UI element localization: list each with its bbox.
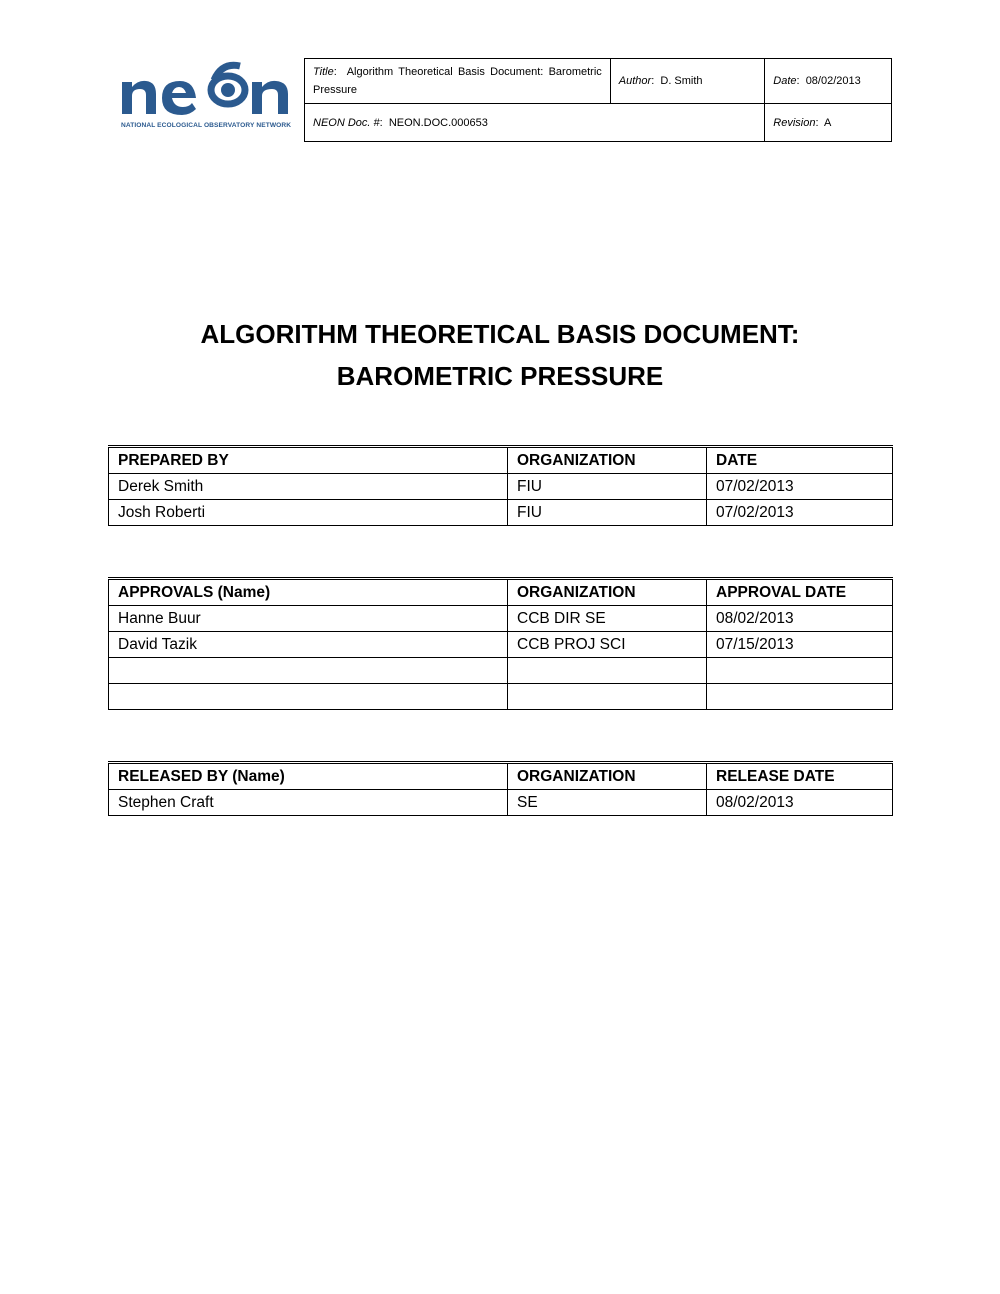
header-cell: RELEASED BY (Name): [109, 763, 508, 790]
header-cell: ORGANIZATION: [508, 579, 707, 606]
name-cell: [109, 658, 508, 684]
doc-number-cell: NEON Doc. #: NEON.DOC.000653: [305, 104, 765, 142]
date-cell: 08/02/2013: [707, 606, 893, 632]
approvals-table: [108, 577, 893, 710]
released-by-table: [108, 761, 893, 816]
prepared-by-table: [108, 445, 893, 526]
date-cell: [707, 658, 893, 684]
title-value: Algorithm Theoretical Basis Document: Barometric Pressure: [313, 66, 602, 96]
organization-cell: SE: [508, 790, 707, 816]
organization-cell: CCB PROJ SCI: [508, 632, 707, 658]
author-cell: Author: D. Smith: [610, 59, 764, 104]
logo-caption: NATIONAL ECOLOGICAL OBSERVATORY NETWORK: [121, 122, 292, 129]
doc-number-value: NEON.DOC.000653: [388, 116, 488, 129]
neon-logo-icon: [118, 58, 294, 120]
neon-logo: [118, 58, 294, 134]
date-cell: Date: 08/02/2013: [765, 59, 892, 104]
title-cell: Title: Algorithm Theoretical Basis Document: Barometric Pressure: [305, 59, 611, 104]
document-title-line2: BAROMETRIC PRESSURE: [336, 361, 664, 391]
revision-label: Revision: [773, 116, 816, 129]
name-cell: [109, 684, 508, 710]
date-label: Date: [773, 75, 797, 87]
table-row: [109, 606, 893, 632]
date-cell: [707, 684, 893, 710]
revision-value: A: [824, 116, 832, 129]
date-cell: 08/02/2013: [707, 790, 893, 816]
name-cell: Josh Roberti: [109, 500, 508, 526]
organization-cell: FIU: [508, 474, 707, 500]
header-cell: DATE: [707, 447, 893, 474]
document-title: [0, 313, 1000, 397]
header-cell: ORGANIZATION: [508, 447, 707, 474]
name-cell: Derek Smith: [109, 474, 508, 500]
name-cell: Stephen Craft: [109, 790, 508, 816]
author-value: D. Smith: [660, 75, 703, 87]
author-label: Author: [618, 75, 652, 87]
date-cell: 07/02/2013: [707, 500, 893, 526]
organization-cell: FIU: [508, 500, 707, 526]
header-cell: PREPARED BY: [109, 447, 508, 474]
header-cell: RELEASE DATE: [707, 763, 893, 790]
header-cell: APPROVAL DATE: [707, 579, 893, 606]
header-cell: ORGANIZATION: [508, 763, 707, 790]
title-label: Title: [313, 66, 334, 78]
date-cell: 07/15/2013: [707, 632, 893, 658]
organization-cell: [508, 684, 707, 710]
table-row: [109, 474, 893, 500]
document-title-line1: ALGORITHM THEORETICAL BASIS DOCUMENT:: [200, 319, 800, 349]
table-row: [109, 632, 893, 658]
table-row: [109, 500, 893, 526]
organization-cell: [508, 658, 707, 684]
revision-cell: Revision: A: [765, 104, 892, 142]
table-row: [109, 658, 893, 684]
date-value: 08/02/2013: [805, 75, 861, 87]
doc-number-label: NEON Doc. #: [313, 116, 380, 129]
table-row: [109, 684, 893, 710]
document-header-table: [304, 58, 892, 142]
organization-cell: CCB DIR SE: [508, 606, 707, 632]
table-row: [109, 790, 893, 816]
name-cell: Hanne Buur: [109, 606, 508, 632]
date-cell: 07/02/2013: [707, 474, 893, 500]
name-cell: David Tazik: [109, 632, 508, 658]
header-cell: APPROVALS (Name): [109, 579, 508, 606]
